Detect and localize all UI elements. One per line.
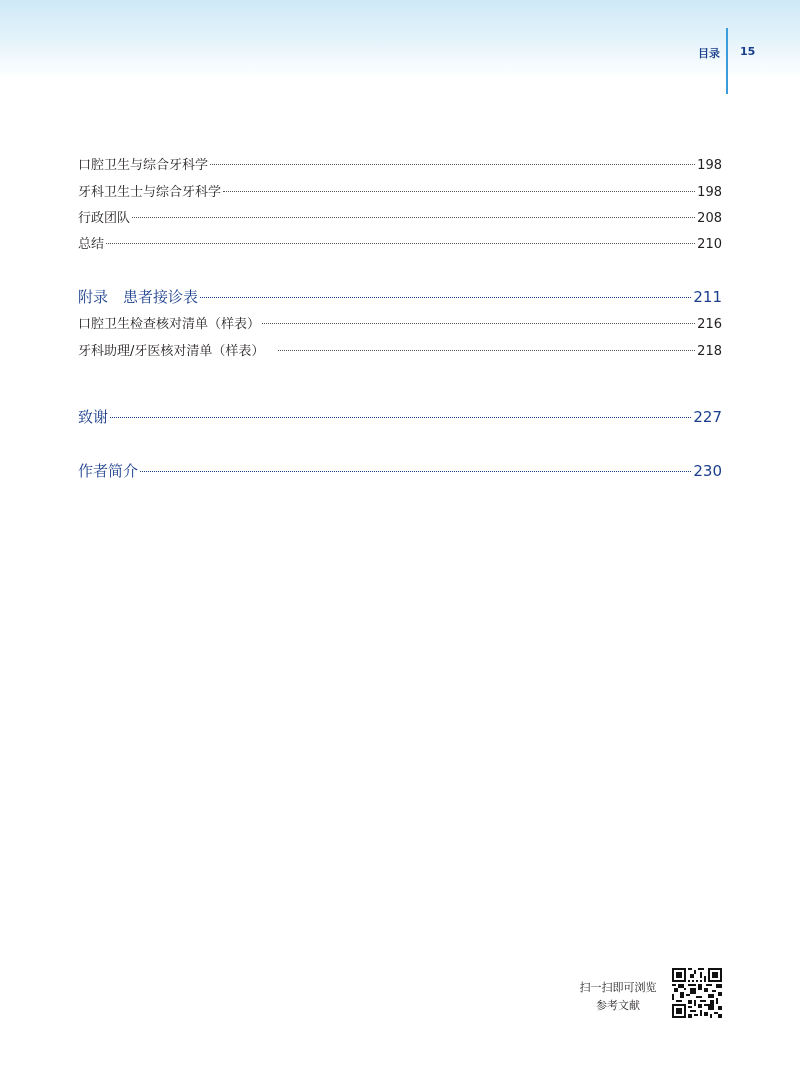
- toc-entry-page: 216: [697, 317, 722, 332]
- toc-entry[interactable]: [78, 207, 722, 226]
- dot-leader: [132, 217, 695, 218]
- toc-entry-page: 230: [693, 462, 722, 480]
- dot-leader: [200, 297, 691, 298]
- toc-entry-acknowledgements[interactable]: [78, 406, 722, 427]
- toc-entry-title: 行政团队: [78, 211, 131, 226]
- toc-entry[interactable]: [78, 340, 722, 359]
- toc-entry-page: 198: [697, 185, 722, 200]
- toc-entry[interactable]: [78, 154, 722, 173]
- dot-leader: [140, 471, 691, 472]
- toc-entry-page: 211: [693, 288, 722, 306]
- toc-entry-title: 口腔卫生检查核对清单（样表）: [78, 317, 261, 332]
- qr-caption-line-1: 扫一扫即可浏览: [579, 981, 657, 994]
- toc-entry-about-authors[interactable]: [78, 460, 722, 481]
- dot-leader: [278, 350, 695, 351]
- dot-leader: [110, 417, 691, 418]
- toc-entry-title: 附录 患者接诊表: [78, 288, 199, 306]
- toc-entry-page: 208: [697, 211, 722, 226]
- toc-entry-title: 牙科卫生士与综合牙科学: [78, 185, 222, 200]
- toc-entry-page: 218: [697, 344, 722, 359]
- dot-leader: [106, 243, 695, 244]
- qr-caption-line-2: 参考文献: [596, 999, 640, 1012]
- qr-code-icon[interactable]: [672, 968, 722, 1018]
- dot-leader: [262, 323, 695, 324]
- running-header-section: 目录: [698, 47, 720, 60]
- dot-leader: [223, 191, 695, 192]
- toc-entry[interactable]: [78, 181, 722, 200]
- toc-entry-page: 210: [697, 237, 722, 252]
- toc-entry[interactable]: [78, 233, 722, 252]
- toc-entry-page: 227: [693, 408, 722, 426]
- toc-entry-title: 总结: [78, 237, 105, 252]
- toc-entry-title: 作者简介: [78, 462, 139, 480]
- page-number: 15: [740, 45, 756, 58]
- header-divider: [726, 28, 728, 94]
- toc-entry-title: 致谢: [78, 408, 109, 426]
- dot-leader: [210, 164, 695, 165]
- header-band: [0, 0, 800, 78]
- toc-entry-title: 口腔卫生与综合牙科学: [78, 158, 209, 173]
- toc-entry-page: 198: [697, 158, 722, 173]
- toc-entry-title: 牙科助理/牙医核对清单（样表）: [78, 344, 265, 359]
- toc-entry-appendix[interactable]: [78, 286, 722, 307]
- toc-entry[interactable]: [78, 313, 722, 332]
